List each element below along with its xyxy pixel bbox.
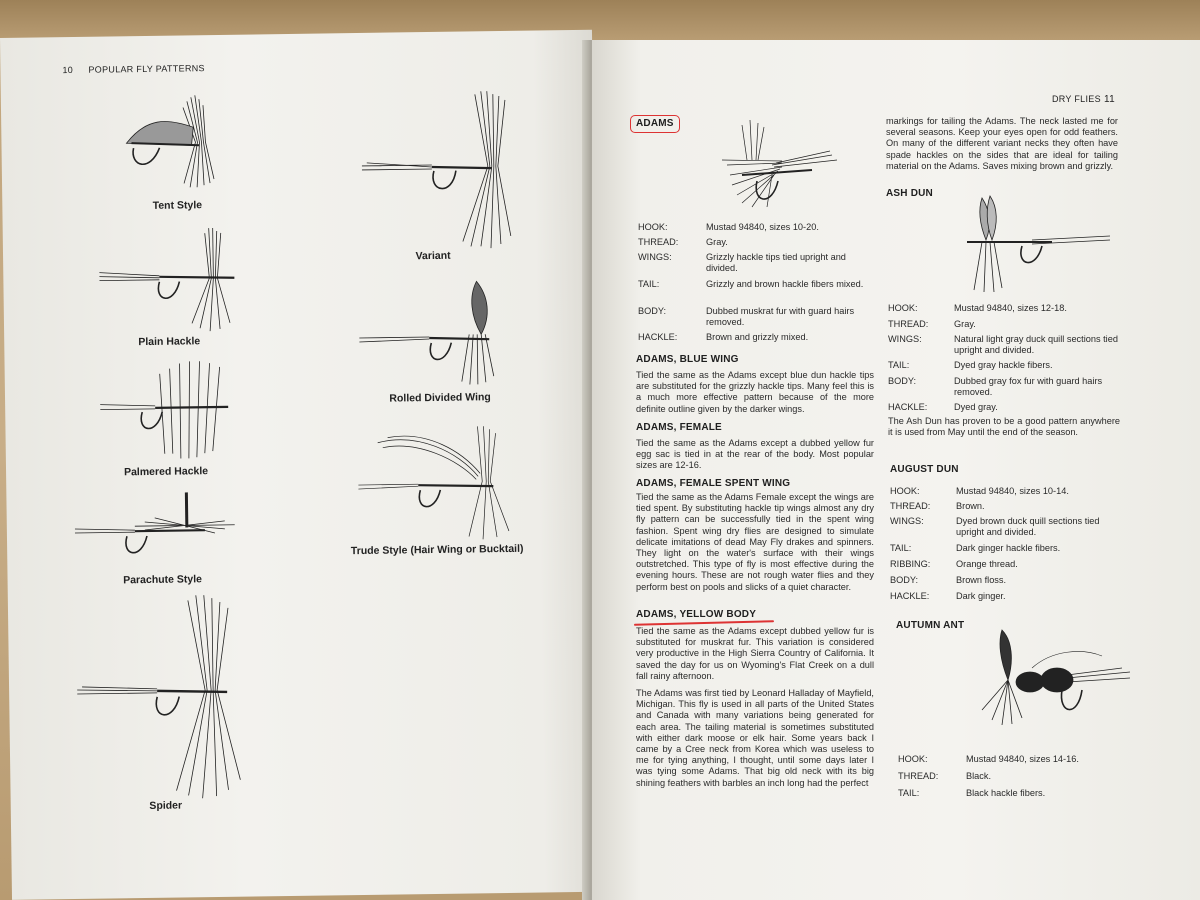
spec-key: WINGS:	[888, 334, 922, 344]
spec-key: BODY:	[890, 575, 919, 585]
parachute-style-fly-illustration	[74, 487, 235, 574]
ash-dun-title: ASH DUN	[886, 188, 933, 199]
adams-female-text: Tied the same as the Adams except a dubbed yellow fur egg sac is tied in at the rear of the body. Most popular sizes are 12-16.	[636, 438, 874, 471]
caption-tent-style: Tent Style	[152, 199, 203, 212]
adams-blue-wing-title: ADAMS, BLUE WING	[636, 354, 739, 365]
adams-yellow-body-text: Tied the same as the Adams except dubbed yellow fur is substituted for muskrat fur. This variation is considered very productive in the High Sierra Country of California. It saved the day for us on Wyoming's Flat Creek on a dull fall rainy afternoon.	[636, 626, 874, 681]
rolled-divided-wing-fly-illustration	[358, 276, 520, 388]
spec-value: Dark ginger.	[956, 591, 1006, 601]
spec-value: Grizzly and brown hackle fibers mixed.	[706, 279, 864, 289]
spider-fly-illustration	[76, 590, 249, 802]
adams-yellow-body-title: ADAMS, YELLOW BODY	[636, 609, 757, 620]
caption-rolled-divided-wing: Rolled Divided Wing	[389, 391, 491, 405]
spec-key: HOOK:	[890, 486, 920, 496]
left-page	[0, 30, 604, 900]
spec-value: Dubbed gray fox fur with guard hairs removed.	[954, 376, 1103, 397]
spec-value: Natural light gray duck quill sections tied upright and divided.	[954, 334, 1118, 355]
spec-value: Black hackle fibers.	[966, 788, 1046, 798]
ash-dun-spec-list	[888, 303, 1128, 418]
spec-key: BODY:	[638, 306, 667, 316]
spec-key: WINGS:	[890, 516, 924, 526]
spec-key: THREAD:	[638, 237, 679, 247]
spec-key: TAIL:	[890, 543, 912, 553]
variant-fly-illustration	[361, 86, 528, 253]
spec-value: Dyed brown duck quill sections tied upright and divided.	[956, 516, 1100, 537]
caption-palmered-hackle: Palmered Hackle	[123, 465, 209, 479]
caption-spider: Spider	[149, 799, 183, 812]
spec-key: HOOK:	[888, 303, 918, 313]
palmered-hackle-fly-illustration	[99, 353, 241, 465]
pen-underline-mark	[634, 620, 774, 626]
ash-dun-fly-illustration	[962, 190, 1112, 295]
spec-key: THREAD:	[888, 319, 929, 329]
right-page	[592, 40, 1200, 900]
spec-value: Grizzly hackle tips tied upright and divided.	[706, 252, 846, 273]
spec-value: Black.	[966, 771, 992, 781]
adams-female-spent-wing-title: ADAMS, FEMALE SPENT WING	[636, 478, 791, 489]
spec-value: Dark ginger hackle fibers.	[956, 543, 1061, 553]
spec-key: TAIL:	[638, 279, 660, 289]
tent-style-fly-illustration	[121, 87, 233, 199]
adams-history-text: The Adams was first tied by Leonard Halladay of Mayfield, Michigan. This fly is used in all parts of the United States and Canada with many variations being generated for each area. The tailing material is sometimes substituted with either dark moose or elk hair. Some years back I came by a Cree neck from Korea which was useless to me for tying anything, I thought, until some days later I was tying some Adams. That big old neck with its big shining feathers with barbles an inch long had the perfect	[636, 688, 874, 788]
spec-value: Mustad 94840, sizes 10-20.	[706, 222, 819, 232]
spec-key: BODY:	[888, 376, 917, 386]
spec-value: Mustad 94840, sizes 12-18.	[954, 303, 1067, 313]
spec-value: Dyed gray hackle fibers.	[954, 360, 1053, 370]
spec-key: THREAD:	[890, 501, 931, 511]
left-running-head: POPULAR FLY PATTERNS	[88, 63, 205, 75]
spec-value: Dyed gray.	[954, 402, 998, 412]
adams-female-title: ADAMS, FEMALE	[636, 422, 722, 433]
trude-style-fly-illustration	[357, 421, 524, 543]
right-running-head: DRY FLIES	[1052, 94, 1101, 104]
spec-value: Gray.	[954, 319, 976, 329]
adams-blue-wing-text: Tied the same as the Adams except blue dun hackle tips are substituted for the grizzly hackle tips. Many feel this is a much more effective pattern because of the more definite outline given by the darker wings.	[636, 370, 874, 414]
spec-key: TAIL:	[888, 360, 910, 370]
left-page-number: 10	[62, 64, 74, 76]
august-dun-title: AUGUST DUN	[890, 464, 959, 475]
spec-key: RIBBING:	[890, 559, 931, 569]
adams-female-spent-wing-text: Tied the same as the Adams Female except the wings are tied spent. By substituting hackle tip wings almost any dry fly pattern can be successfully tied in the spent wing fashion. Spent wing dry flies are designed to simulate delicate imitations of dead May Fly drakes and spinners. They light on the water's surface with their wings outstretched. This type of fly is most effective during the evening hours. These are not rough water flies and they perform best on pools and slicks of a quiet character.	[636, 492, 874, 592]
spec-value: Gray.	[706, 237, 728, 247]
spec-value: Brown and grizzly mixed.	[706, 332, 809, 342]
autumn-ant-title: AUTUMN ANT	[896, 620, 965, 631]
caption-variant: Variant	[415, 249, 451, 263]
spec-value: Orange thread.	[956, 559, 1018, 569]
autumn-ant-spec-list	[898, 754, 1138, 804]
spec-key: HACKLE:	[890, 591, 930, 601]
spec-value: Dubbed muskrat fur with guard hairs removed.	[706, 306, 855, 327]
autumn-ant-fly-illustration	[972, 620, 1132, 735]
adams-title: ADAMS	[636, 118, 674, 129]
spec-key: THREAD:	[898, 771, 939, 781]
adams-spec-list	[638, 222, 864, 342]
right-page-number: 11	[1104, 94, 1115, 105]
spec-key: WINGS:	[638, 252, 672, 262]
august-dun-spec-list	[890, 486, 1130, 606]
caption-trude-style: Trude Style (Hair Wing or Bucktail)	[350, 542, 524, 558]
plain-hackle-fly-illustration	[99, 223, 251, 335]
adams-history-continued: markings for tailing the Adams. The neck lasted me for several seasons. Keep your eyes open for odd feathers. On many of the different variant necks they often have spade hackles on the sides that are ideal for tailing material on the Adams. Saves mixing brown and grizzly.	[886, 116, 1118, 171]
ash-dun-text: The Ash Dun has proven to be a good pattern anywhere it is used from May until the end of the season.	[888, 416, 1120, 438]
spec-key: HACKLE:	[638, 332, 678, 342]
spec-value: Brown floss.	[956, 575, 1007, 585]
caption-plain-hackle: Plain Hackle	[138, 335, 201, 349]
spec-value: Mustad 94840, sizes 10-14.	[956, 486, 1069, 496]
adams-fly-illustration	[712, 115, 852, 215]
spec-key: HOOK:	[898, 754, 928, 764]
caption-parachute-style: Parachute Style	[123, 573, 203, 587]
spec-value: Brown.	[956, 501, 985, 511]
spec-key: HACKLE:	[888, 402, 928, 412]
spec-value: Mustad 94840, sizes 14-16.	[966, 754, 1079, 764]
spec-key: TAIL:	[898, 788, 920, 798]
spec-key: HOOK:	[638, 222, 668, 232]
